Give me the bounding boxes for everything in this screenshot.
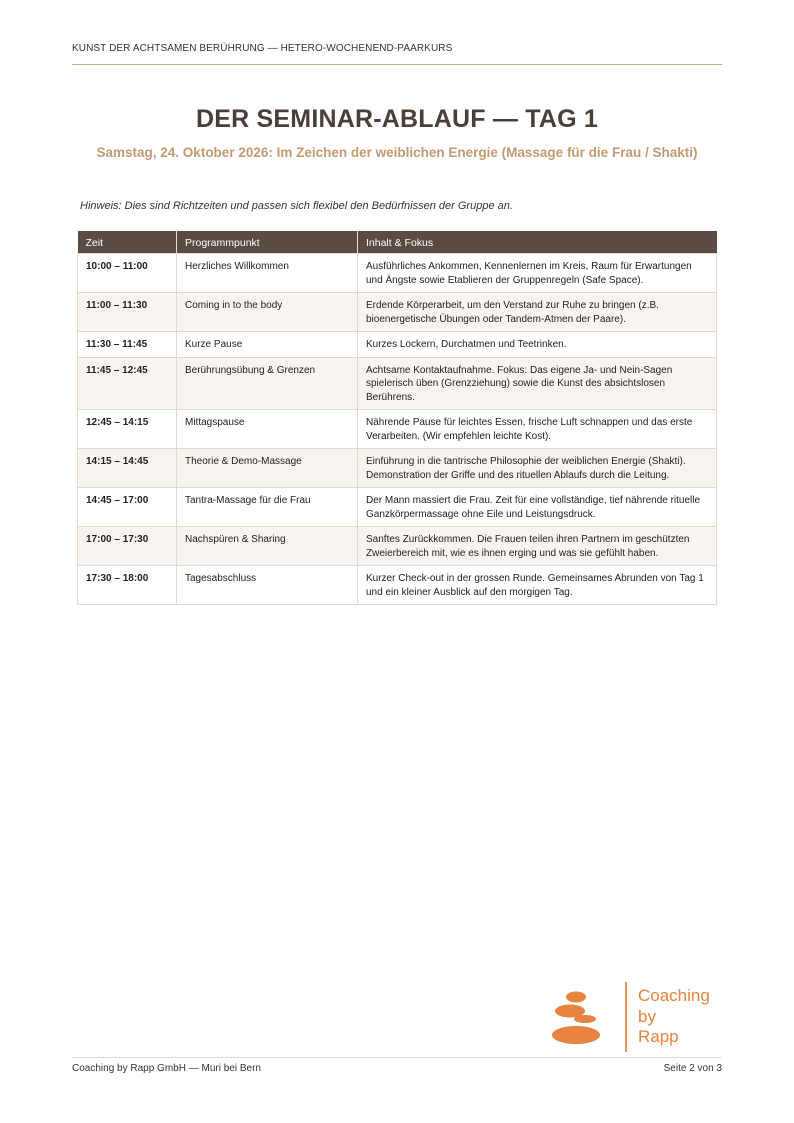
cell-time: 14:15 – 14:45 [78,449,177,488]
cell-time: 12:45 – 14:15 [78,410,177,449]
page-header: KUNST DER ACHTSAMEN BERÜHRUNG — HETERO-WOCHENEND-PAARKURS [72,43,722,65]
page-footer [72,1057,722,1074]
cell-content: Erdende Körperarbeit, um den Verstand zur Ruhe zu bringen (z.B. bioenergetische Übungen oder Tandem-Atmen der Paare). [358,293,717,332]
cell-time: 11:45 – 12:45 [78,357,177,410]
hint-note: Hinweis: Dies sind Richtzeiten und passen sich flexibel den Bedürfnissen der Gruppe an. [80,200,513,212]
cell-content: Kurzer Check-out in der grossen Runde. Gemeinsames Abrunden von Tag 1 und ein kleiner Ausblick auf den morgigen Tag. [358,566,717,605]
cell-time: 17:00 – 17:30 [78,527,177,566]
table-row [78,488,717,527]
cell-content: Einführung in die tantrische Philosophie der weiblichen Energie (Shakti). Demonstration der Griffe und des rituellen Ablaufs durch die Leitung. [358,449,717,488]
logo-line-rapp: Rapp [638,1027,679,1046]
cell-program: Kurze Pause [177,332,358,358]
cell-time: 10:00 – 11:00 [78,254,177,293]
logo-wordmark [638,986,710,1048]
cell-program: Berührungsübung & Grenzen [177,357,358,410]
logo-line-coaching: Coaching [638,986,710,1005]
table-row [78,566,717,605]
cell-program: Tantra-Massage für die Frau [177,488,358,527]
cell-content: Sanftes Zurückkommen. Die Frauen teilen ihren Partnern im geschützten Zweierbereich mit, wie es ihnen erging und was sie gefühlt haben. [358,527,717,566]
cell-content: Kurzes Lockern, Durchatmen und Teetrinken. [358,332,717,358]
cell-program: Mittagspause [177,410,358,449]
column-header-time: Zeit [78,231,177,254]
footer-page-number: Seite 2 von 3 [663,1063,722,1074]
table-row [78,357,717,410]
cell-content: Nährende Pause für leichtes Essen, frische Luft schnappen und das erste Verarbeiten. (Wir empfehlen leichte Kost). [358,410,717,449]
column-header-program: Programmpunkt [177,231,358,254]
table-row [78,254,717,293]
table-row [78,410,717,449]
cell-time: 11:30 – 11:45 [78,332,177,358]
cell-program: Coming in to the body [177,293,358,332]
logo-divider [625,982,627,1052]
cell-program: Theorie & Demo-Massage [177,449,358,488]
cell-time: 17:30 – 18:00 [78,566,177,605]
cell-content: Achtsame Kontaktaufnahme. Fokus: Das eigene Ja- und Nein-Sagen spielerisch üben (Grenzziehung) sowie die Kunst des absichtslosen Berührens. [358,357,717,410]
cell-program: Nachspüren & Sharing [177,527,358,566]
cell-program: Tagesabschluss [177,566,358,605]
table-header-row [78,231,717,254]
cell-time: 11:00 – 11:30 [78,293,177,332]
footer-company: Coaching by Rapp GmbH — Muri bei Bern [72,1063,261,1074]
logo-line-by: by [638,1006,656,1026]
table-row [78,527,717,566]
column-header-content: Inhalt & Fokus [358,231,717,254]
cell-content: Ausführliches Ankommen, Kennenlernen im Kreis, Raum für Erwartungen und Ängste sowie Etablieren der Gruppenregeln (Safe Space). [358,254,717,293]
page-title: DER SEMINAR-ABLAUF — TAG 1 [196,105,598,133]
cell-time: 14:45 – 17:00 [78,488,177,527]
cell-content: Der Mann massiert die Frau. Zeit für eine vollständige, tief nährende rituelle Ganzkörpermassage ohne Eile und Leistungsdruck. [358,488,717,527]
table-row [78,449,717,488]
table-row [78,332,717,358]
schedule-table [77,231,717,605]
page-subtitle: Samstag, 24. Oktober 2026: Im Zeichen der weiblichen Energie (Massage für die Frau / Shakti) [96,145,698,160]
table-row [78,293,717,332]
cell-program: Herzliches Willkommen [177,254,358,293]
